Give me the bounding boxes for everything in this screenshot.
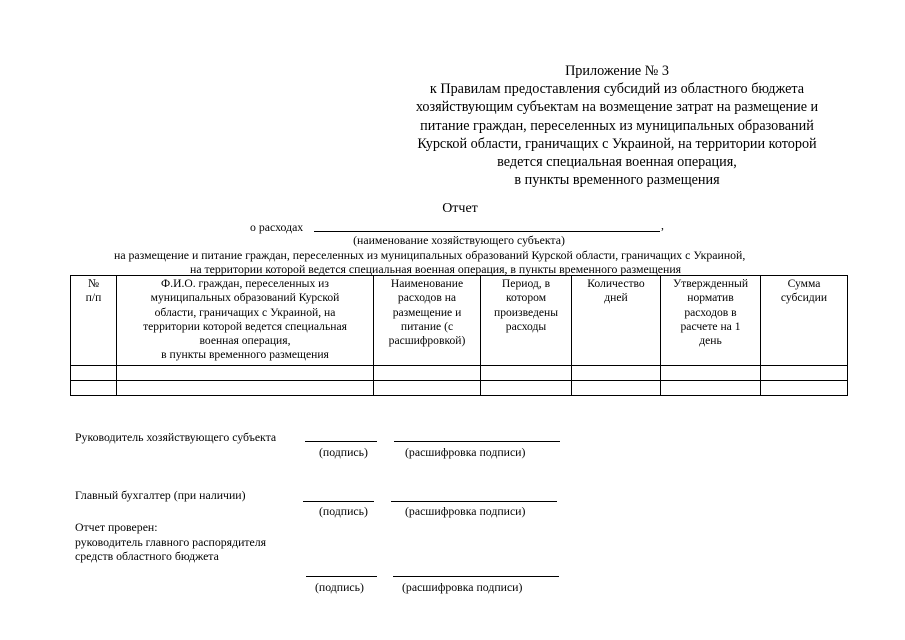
- col-header-number: № п/п: [71, 276, 117, 366]
- appendix-line: к Правилам предоставления субсидий из областного бюджета: [429, 81, 805, 98]
- verified-label: [75, 520, 266, 564]
- accountant-signature-caption: (подпись): [319, 504, 368, 518]
- verifier-signature-caption: (подпись): [315, 580, 364, 594]
- table-cell[interactable]: [374, 366, 481, 381]
- col-header-name: Ф.И.О. граждан, переселенных из муниципальных образований Курской области, граничащих с Украиной, на территории которой ведется специальная военная операция, в пункты временного размещения: [117, 276, 374, 366]
- appendix-line: питание граждан, переселенных из муниципальных образований: [420, 117, 814, 134]
- verified-line-3: средств областного бюджета: [75, 549, 219, 563]
- appendix-number: Приложение № 3: [565, 63, 669, 79]
- accountant-decoding-field[interactable]: [391, 501, 557, 502]
- col-header-subsidy: Сумма субсидии: [761, 276, 848, 366]
- table-cell[interactable]: [761, 366, 848, 381]
- head-decoding-caption: (расшифровка подписи): [405, 445, 526, 459]
- expenses-suffix: ,: [661, 218, 664, 232]
- table-cell[interactable]: [71, 366, 117, 381]
- table-header-row: [71, 276, 848, 366]
- table-cell[interactable]: [374, 381, 481, 396]
- verifier-signature-field[interactable]: [306, 576, 377, 577]
- appendix-line: хозяйствующим субъектам на возмещение затрат на размещение и: [415, 99, 819, 116]
- entity-name-field[interactable]: [314, 231, 660, 232]
- table-cell[interactable]: [71, 381, 117, 396]
- col-header-rate: Утвержденный норматив расходов в расчете на 1 день: [661, 276, 761, 366]
- expenses-prefix: о расходах: [250, 220, 304, 234]
- head-decoding-field[interactable]: [394, 441, 560, 442]
- verified-line-2: руководитель главного распорядителя: [75, 534, 267, 549]
- head-signature-field[interactable]: [305, 441, 377, 442]
- table-cell[interactable]: [572, 381, 661, 396]
- head-signature-caption: (подпись): [319, 445, 368, 459]
- purpose-line-2: на территории которой ведется специальная военная операция, в пункты временного размещения: [190, 262, 682, 276]
- appendix-line: в пункты временного размещения: [514, 172, 720, 189]
- accountant-signature-label: Главный бухгалтер (при наличии): [75, 488, 246, 502]
- col-header-days: Количество дней: [572, 276, 661, 366]
- table-cell[interactable]: [572, 366, 661, 381]
- table-row: [71, 381, 848, 396]
- accountant-signature-field[interactable]: [303, 501, 374, 502]
- report-table: [70, 275, 848, 396]
- verified-line-1: Отчет проверен:: [75, 520, 158, 534]
- table-row: [71, 366, 848, 381]
- table-cell[interactable]: [481, 366, 572, 381]
- report-title: Отчет: [442, 201, 478, 216]
- table-cell[interactable]: [117, 366, 374, 381]
- table-cell[interactable]: [661, 366, 761, 381]
- appendix-header: [400, 62, 834, 189]
- col-header-expense-type: Наименование расходов на размещение и питание (с расшифровкой): [374, 276, 481, 366]
- table-cell[interactable]: [661, 381, 761, 396]
- entity-caption: (наименование хозяйствующего субъекта): [353, 233, 565, 247]
- table-cell[interactable]: [761, 381, 848, 396]
- purpose-line-1: на размещение и питание граждан, переселенных из муниципальных образований Курской области, граничащих с Украиной,: [114, 248, 746, 262]
- table-cell[interactable]: [481, 381, 572, 396]
- verifier-decoding-field[interactable]: [393, 576, 559, 577]
- appendix-line: ведется специальная военная операция,: [497, 154, 737, 171]
- appendix-line: Курской области, граничащих с Украиной, на территории которой: [417, 135, 817, 152]
- table-cell[interactable]: [117, 381, 374, 396]
- verifier-decoding-caption: (расшифровка подписи): [402, 580, 523, 594]
- accountant-decoding-caption: (расшифровка подписи): [405, 504, 526, 518]
- col-header-period: Период, в котором произведены расходы: [481, 276, 572, 366]
- head-signature-label: Руководитель хозяйствующего субъекта: [75, 430, 277, 444]
